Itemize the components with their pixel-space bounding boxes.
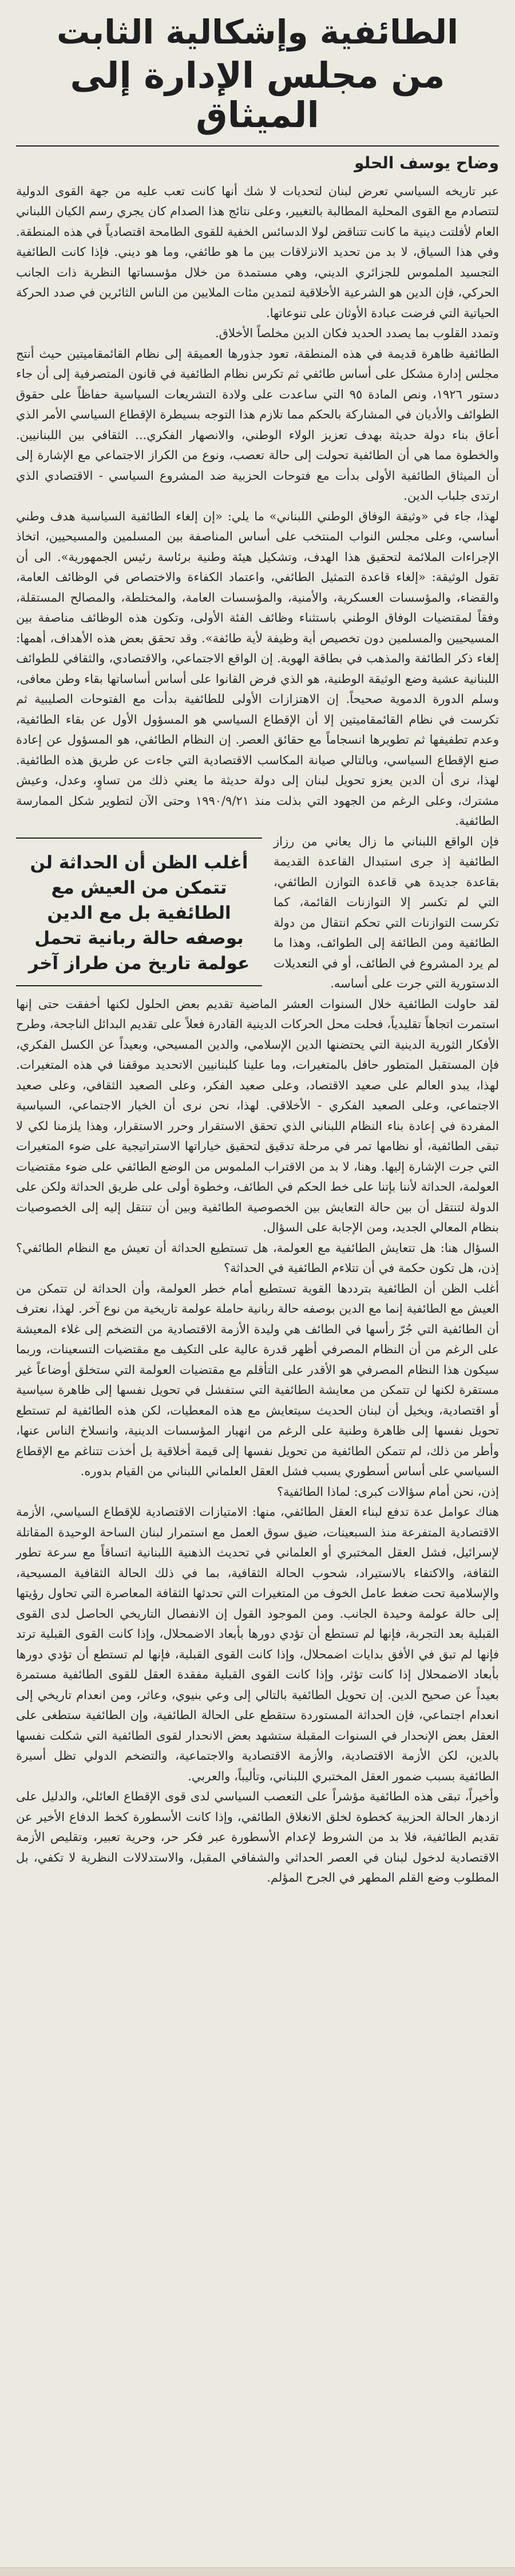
article-paragraph: عبر تاريخه السياسي تعرض لبنان لتحديات لا شك أنها كانت تعب عليه من جهة القوى الدولية لتتصادم مع القوى المحلية المطالبة بالتغيير، وعلى نتائج هذا الصدام كان يجري رسم الكيان اللبناني العام لأفلتت دينية ما كانت تتناقض لولا الدسائس الخفية للقوى الطامحة اقتصادياً في هذه المنطقة. وفي هذا السياق، لا بد من تحديد الانزلاقات بين ما هو طائفي، وما هو ديني. فإذا كانت الطائفية التجسيد الملموس للجزائري الديني، وهي مستمدة من خلال مؤسساتها النظرية ذات الجانب الحركي، فإن الدين هو الشرعية الأخلاقية لتمدين مئات الملايين من الناس الثائرين في صدد الحركة الحياتية التي فرضت عبادة الأوثان على تنوعاتها. <box>16 184 499 320</box>
article-title-line-2: من مجلس الإدارة إلى الميثاق <box>70 54 445 136</box>
article-paragraph: وتمدد القلوب بما يصدد الحديد فكان الدين مخلصاً الأخلاق. <box>215 326 499 341</box>
pull-quote-box <box>16 837 262 986</box>
byline-row <box>16 153 499 172</box>
article-title-line-1: الطائفية وإشكالية الثابت <box>56 13 459 52</box>
article-paragraph: فإن الواقع اللبناني ما زال يعاني من رزاز الطائفية إذ جرى استبدال القاعدة القديمة بقاعدة جديدة هي قاعدة التوازن الطائفي، التي لم تكسر إلا التوازنات القائمة، كما تكرست التوازنات التي تحكم انتقال من دولة الطائفية ومن الطائفة إلى الطوائف، وهذا ما لم يرد المشروع في الطائف، أو في التعديلات الدستورية التي جرت على أساسه. <box>274 834 499 991</box>
article-body <box>16 181 499 1888</box>
article-paragraph: الطائفية ظاهرة قديمة في هذه المنطقة، تعود جذورها العميقة إلى نظام القائمقاميتين حيث أنتج مجلس إدارة مشكل على أساس طائفي ثم تكرس نظام الطائفية في قانون المتصرفية إلى أن جاء دستور ١٩٢٦، ونص المادة ٩٥ التي ساعدت على ولادة التشريعات السياسية حفاظاً على حقوق الطوائف والأديان في المشاركة بالحكم مما تلازم هذا التوجه بسيطرة الإقطاع السياسي الأمر الذي أعاق بناء دولة حديثة بهدف تعزيز الولاء الوطني، والانصهار الفكري... الثقافي بين اللبنانيين. والخطوة مما هي أن الطائفية تحولت إلى حالة تعصب، ونوع من الكراز الاجتماعي مع الإشارة إلى أن الميثاق الطائفية الأولى بدأت مع فتوحات الحزبية ضد المشروع السياسي - الاقتصادي الذي ارتدى جلباب الدين. <box>16 346 499 503</box>
pull-quote: أغلب الظن أن الحداثة لن تتمكن من العيش مع الطائفية بل مع الدين بوصفه حالة ربانية تحمل عولمة تاريخ من طراز آخر <box>28 852 250 974</box>
article-paragraph: لهذا، جاء في «وثيقة الوفاق الوطني اللبناني» ما يلي: «إن إلغاء الطائفية السياسية هدف وطني أساسي، وعلى مجلس النواب المنتخب على أساس المناصفة بين المسلمين والمسيحيين، اتخاذ الإجراءات الملائمة لتحقيق هذا الهدف، وتشكيل هيئة وطنية برئاسة رئيس الجمهورية». الى أن تقول الوثيقة: «إلغاء قاعدة التمثيل الطائفي، واعتماد الكفاءة والاختصاص في الوظائف العامة، والقضاء، والمؤسسات العسكرية، والأمنية، والمؤسسات العامة، والمختلطة، والمصالح المستقلة، وفقاً لمقتضيات الوفاق الوطني باستثناء وظائف الفئة الأولى، وتكون هذه الوظائف مناصفة بين المسيحيين والمسلمين دون تخصيص أية وظيفة لأية طائفة». وقد تحقق بعض هذه الأهداف، أهمها: إلغاء ذكر الطائفة والمذهب في بطاقة الهوية. إن الواقع الاجتماعي، والاقتصادي، والثقافي للطوائف اللبنانية عشية وضع الوثيقة الوطنية، هو الذي فرض القانوا على أساس أساساتها بقاء وطن معافى، وسلم الدورة الدموية صحيحاً. إن الاهتزازات الأولى للطائفية بدأت مع الفتوحات الصليبية ثم تكرست في نظام القائمقاميتين إلا أن الإقطاع السياسي هو المسؤول الأول عن بقاء الطائفية، وعدم تطفيفها ثم تطويرها انسجاماً مع حقائق العصر. إن النظام الطائفي، هو المسؤول عن إعادة صنع الإقطاع السياسي، وبالتالي صيانة المكاسب الاقتصادية التي جاءت عن طريق هذه الطائفية. لهذا، نرى أن الدين يعزو تحويل لبنان إلى دولة حديثة ما يعني ذلك من تساوٍ، وعدل، وعيش مشترك، وعلى الرغم من الجهود التي بذلت منذ ١٩٩٠/٩/٢١ وحتى الآن لتطوير شكل الممارسة الطائفية. <box>16 509 499 828</box>
article-paragraph: وأخيراً، تبقى هذه الطائفية مؤشراً على التعصب السياسي لدى قوى الإقطاع العائلي، والدليل على ازدهار الحالة الحزبية كخطوة لخلق الانغلاق الطائفي، وإذا كانت الأسطورة كخط الدفاع الأخير عن تقديم الطائفية، فلا بد من الشروط لإعدام الأسطورة عبر فكر حر، وحرية تعبير، وتقليص الأزمة الاقتصادية لدخول لبنان في العصر الحداثي والشفافي المقبل، والاستدلالات النظرية لا تكفي، بل المطلوب وضع القلم المطهر في الجرح المؤلم. <box>16 1789 499 1885</box>
article-paragraph: هناك عوامل عدة تدفع لبناء العقل الطائفي، منها: الامتيازات الاقتصادية للإقطاع السياسي، الأزمة الاقتصادية المتفرعة منذ السبعينات، ضيق سوق العمل مع استمرار لبنان الساحة الوحيدة المقاتلة لإسرائيل، فشل العقل المختبري أو العلماني في تحديث الذهنية اللبنانية اتساقاً مع سرعة تطور الثقافة، والاكتفاء بالاستيراد، شحوب الحالة الثقافية، بما في ذلك الحالة الثقافية المسيحية، والإسلامية تحت ضغط عامل الخوف من المتغيرات التي تحدثها الثقافة المعاصرة التي تحاول رؤيتها إلى حالة عولمة وحيدة الجانب. ومن الموجود القول إن الانفصال التاريخي الحاصل لدى القوى القبلية بعد التجربة، فإنها لم تستطع أن تؤدي دورها بأبعاد الاضمحلال، وإذا كانت القوى القبلية ترتد فإنها لم تبق في الأفق بدايات اضمحلال، وإذا كانت القوى القبلية، فإنها لم تستطع أن تؤدي دورها بأبعاد الاضمحلال إذا كانت تؤثر، وإذا كانت القوى القبلية مفقدة العقل للقوى الطائفية مستمرة بعيداً عن صحيح الدين. إن تحويل الطائفية بالتالي إلى وعي بنيوي، وعاثر، ومن انعدام تاريخي إلى انعدام اجتماعي، فإن الحداثة المستوردة ستقطع على الحالة الطائفية، وإن الطائفية ستطغى على العقل بعض الإنحدار في السنوات المقبلة ستشهد بعض الانحدار لقوى الطائفية التي شكلت نفسها بالدين، لكن الأزمة الاقتصادية، والأزمة الاقتصادية والاجتماعية، والتضخم الدولي تظل أسيرة الطائفية بسبب ضمور العقل المختبري اللبناني، وتأليباً، والعربي. <box>16 1505 499 1783</box>
article-paragraph: أغلب الظن أن الطائفية بترددها القوية تستطيع أمام خطر العولمة، وأن الحداثة لن تتمكن من العيش مع الطائفية إنما مع الدين بوصفه حالة ربانية حاملة عولمة تاريخية من نوع آخر. لهذا، نعترف أن الطائفية التي جُرّ رأسها في الطائف هي وليدة الأزمة الاقتصادية من التضخم إلى غلاء المعيشة على الرغم من أن النظام المصرفي أظهر قدرة عالية على التكيف مع مقتضيات التسعينات، وربما سيكون هذا النظام المصرفي هو الأقدر على التأقلم مع مقتضيات العولمة التي ستخلق أوضاعاً غير مستقرة لكنها لن تتمكن من معايشة الطائفية التي ستفشل في تحويل نفسها إلى ظاهرة سياسية أو اقتصادية، ويخيل أن لبنان الحديث سيتعايش مع هذه المعطيات، لكن هذه الطائفية لم تستطع تحويل نفسها إلى ظاهرة وطنية على الرغم من انهيار المؤسسات الدينية، وانسلاخ الناس عنها، وأطر من ذلك، لم تتمكن الطائفية من تحويل نفسها إلى قيمة أخلاقية بل أخذت تتناغم مع الإقطاع السياسي على أساس أسطوري يسبب فشل العقل العلماني اللبناني من القيام بدوره. <box>16 1281 499 1479</box>
page-bottom-border <box>0 2567 515 2576</box>
title-divider <box>16 145 499 147</box>
article-paragraph: لقد حاولت الطائفية خلال السنوات العشر الماضية تقديم بعض الحلول لكنها أخفقت حتى إنها استمرت اتجاهاً تقليدياً، فحلت محل الحركات الدينية القادرة فعلاً على تقديم البدائل الناجحة، وطرح الأفكار الثورية الدينية التي يحتضنها الدين الإسلامي، والدين المسيحي، وبعيداً عن الكسل الفكري، فإن المستقبل المتطور حافل بالمتغيرات، وما علينا كلبنانيين الاتحديد موقفنا في هذه المتغيرات. لهذا، يبدو العالم على صعيد الاقتصاد، وعلى صعيد الفكر، وعلى الصعيد الثقافي، وعلى صعيد الاجتماعي، وعلى الصعيد الفكري - الأخلاقي. لهذا، نحن نرى أن الخيار الاجتماعي، السياسية المفردة في إعادة بناء النظام اللبناني الذي تحقق الاستقرار وحرر الاستقرار، وهذا يلزمنا لكي لا تبقى الطائفية، أو نظامها تمر في مرحلة تدقيق لتحقيق خياراتها الاستراتيجية على ضوء المتغيرات التي جرت الإشارة إليها. وهنا، لا بد من الاقتراب الملموس من الوضع الطائفي على ضوء مقتضيات العولمة، الحداثة لأننا بإتنا على خط الحكم في الطائف، وخطوة أولى على طريق الحداثة ولكن على الدولة لتنتقل أن بين حالة التعايش بين الخصوصية الطائفية وبين أن تنتقل إليه إلى الخصوصيات بنظام المعالي الجديد، ومن الإجابة على السؤال. <box>16 997 499 1235</box>
article-paragraph: السؤال هنا: هل تتعايش الطائفية مع العولمة، هل تستطيع الحداثة أن تعيش مع النظام الطائفي؟ إذن، هل تكون حكمة في أن تتلاءم الطائفية في الحداثة؟ <box>16 1240 499 1275</box>
article-paragraph: إذن، نحن أمام سؤالات كبرى: لماذا الطائفية؟ <box>277 1484 499 1499</box>
article-author: وضاح يوسف الحلو <box>354 153 499 172</box>
